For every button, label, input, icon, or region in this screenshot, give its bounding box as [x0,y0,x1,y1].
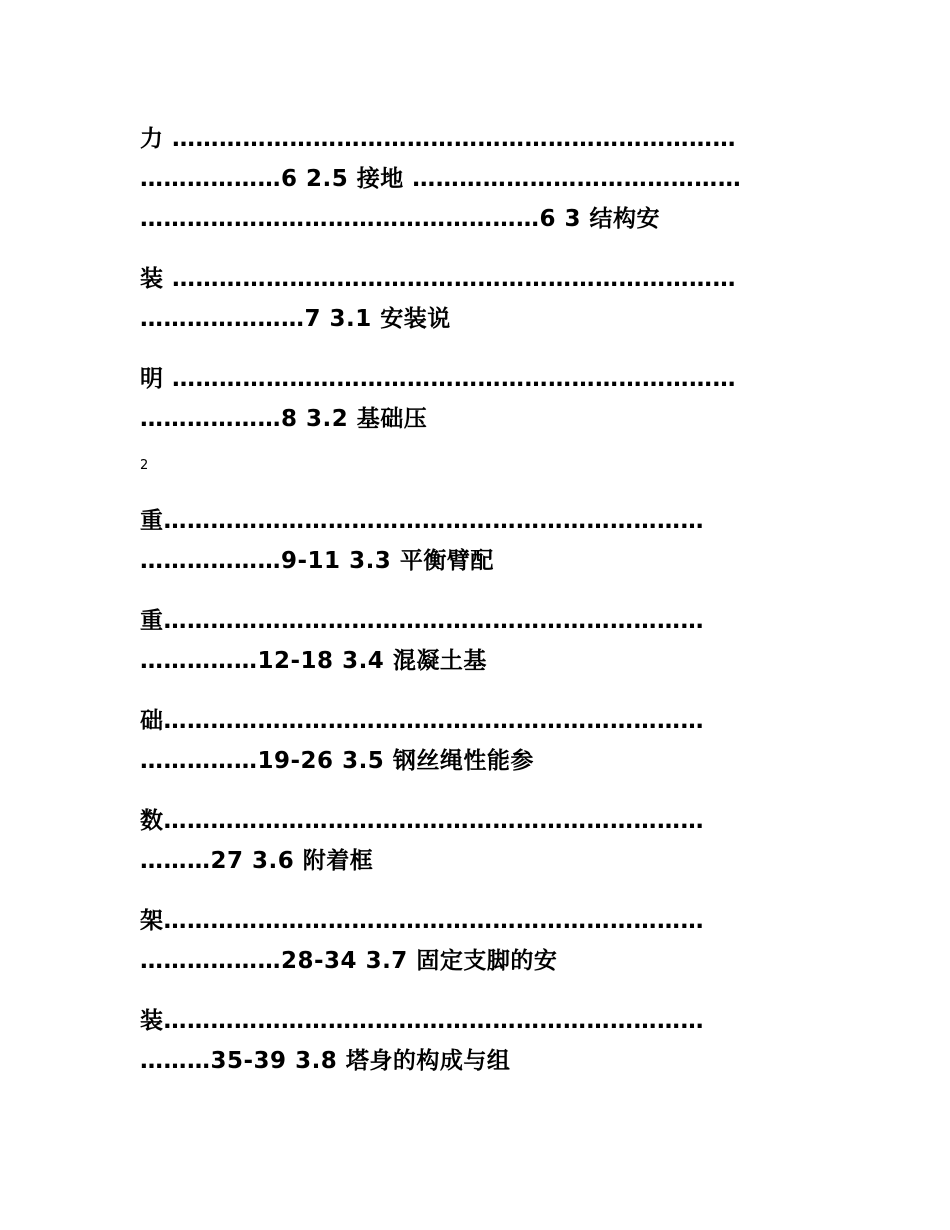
toc-line: ………35-39 3.8 塔身的构成与组 [140,1048,511,1074]
toc-line: 装…………………………………………………………… [140,1008,704,1034]
toc-line: ………………8 3.2 基础压 [140,406,428,432]
toc-line: ……………19-26 3.5 钢丝绳性能参 [140,748,534,774]
toc-line: 装 ……………………………………………………………… [140,266,737,292]
toc-line: ………………28-34 3.7 固定支脚的安 [140,948,558,974]
toc-line: 数…………………………………………………………… [140,808,704,834]
toc-line: 础…………………………………………………………… [140,708,704,734]
toc-line: …………………7 3.1 安装说 [140,306,451,332]
toc-line: 力 ……………………………………………………………… [140,126,737,152]
toc-line: 重…………………………………………………………… [140,508,704,534]
toc-line: 明 ……………………………………………………………… [140,366,737,392]
toc-line: 重…………………………………………………………… [140,608,704,634]
toc-line: ……………12-18 3.4 混凝土基 [140,648,487,674]
toc-line: ………………9-11 3.3 平衡臂配 [140,548,494,574]
page-number: 2 [140,458,149,473]
toc-line: 架…………………………………………………………… [140,908,704,934]
toc-line: ……………………………………………6 3 结构安 [140,206,661,232]
toc-line: ………27 3.6 附着框 [140,848,374,874]
toc-line: ………………6 2.5 接地 …………………………………… [140,166,742,192]
